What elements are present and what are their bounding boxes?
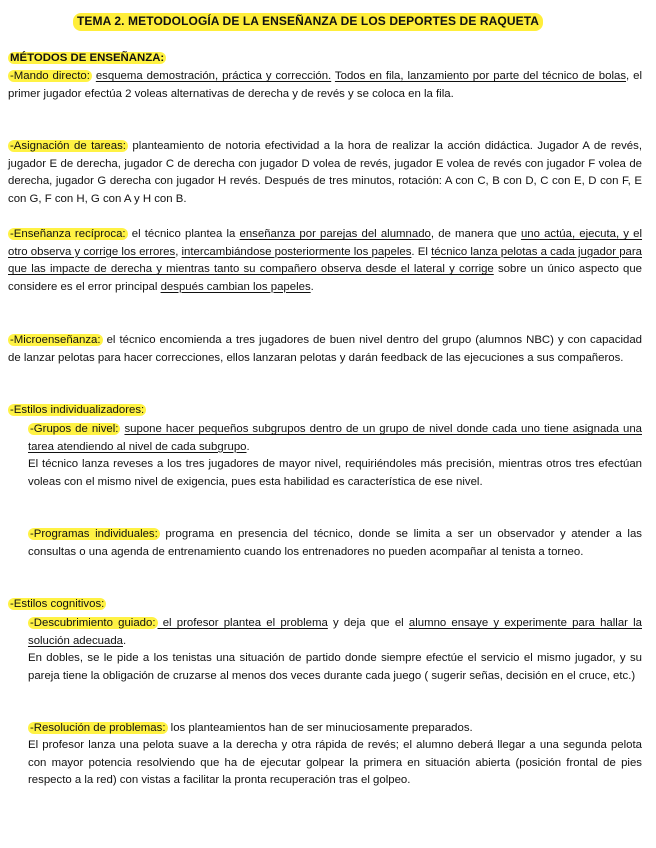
mando-directo-text: , el primer jugador efectúa 2 voleas alternativas de derecha y de revés y se coloca en la fila. [8,70,642,100]
microensenanza-paragraph [8,332,642,367]
resolucion-problemas-paragraph [28,720,642,738]
reciproca-text-4: . El [411,245,432,258]
resolucion-problemas-label: -Resolución de problemas: [30,722,166,734]
cognitivos-heading-text: -Estilos cognitivos: [10,598,105,610]
individualizadores-heading [8,402,642,420]
descubrimiento-guiado-example: En dobles, se le pide a los tenistas una situación de partido donde siempre efectúe el servicio el mismo jugador, y su pareja tiene la obligación de cruzarse al menos dos veces durante cada juego ( sugerir señas, decisión en el cruce, etc.) [28,652,642,682]
reciproca-text-2: , de manera que [430,228,521,240]
metodos-heading-text: MÉTODOS DE ENSEÑANZA: [10,52,165,64]
cognitivos-heading [8,596,642,614]
programas-individuales-paragraph [28,526,642,561]
asignacion-tareas-label: -Asignación de tareas: [10,140,126,152]
reciproca-underlined-4: técnico lanza pelotas a cada jugador para que las impacte de derecha y mientras tanto su compañero observa desde el lateral y corrige [8,245,642,275]
resolucion-problemas-example: El profesor lanza una pelota suave a la derecha y otra rápida de revés; el alumno deberá llegar a una segunda pelota con mayor potencia resolviendo que ha de ejecutar golpear la primera en situación abierta (posición frontal de pies respecto a la red) con vistas a facilitar la pronta recuperación tras el golpeo. [28,739,642,786]
reciproca-underlined-3: intercambiándose posteriormente los papeles [181,245,412,258]
asignacion-tareas-text: planteamiento de notoria efectividad a la hora de realizar la acción didáctica. Jugador A de revés, jugador E de derecha, jugador C de derecha con jugador D volea de revés, jugador E volea de revés con jugador F volea de derecha, jugador G derecha con jugador H revés. Después de tres minutos, rotación: A con C, B con D, C con E, D con F, E con G, F con H, G con A y H con B. [8,140,642,205]
mando-directo-underlined-2: Todos en fila, lanzamiento por parte del técnico de bolas [334,70,627,82]
descubrimiento-period: . [123,634,127,647]
metodos-heading [8,50,642,68]
reciproca-text-6: . [310,280,314,293]
microensenanza-text: el técnico encomienda a tres jugadores de buen nivel dentro del grupo (alumnos NBC) y con capacidad de lanzar pelotas para hacer correcciones, ellos lanzaran pelotas y darán feedback de las ejecuciones a sus compañeros. [8,334,642,364]
reciproca-underlined-5: después cambian los papeles [160,280,311,293]
grupos-nivel-example: El técnico lanza reveses a los tres jugadores de mayor nivel, requiriéndoles más precisión, mientras otros tres efectúan voleas con el mismo nivel de exigencia, pues esta habilidad es característica de ese nivel. [28,458,642,488]
mando-directo-paragraph [8,68,642,103]
mando-directo-underlined-1: esquema demostración, práctica y corrección. [95,70,332,82]
reciproca-underlined-2: uno actúa, ejecuta, y el otro observa y corrige los errores [8,228,643,258]
reciproca-underlined-1: enseñanza por parejas del alumnado [239,228,431,240]
mando-directo-label: -Mando directo: [10,70,90,82]
descubrimiento-underlined-2: alumno ensaye y experimente para hallar la solución adecuada [28,617,642,647]
descubrimiento-guiado-label: -Descubrimiento guiado: [30,617,156,629]
descubrimiento-text-1: y deja que el [327,617,409,629]
reciproca-text-1: el técnico plantea la [127,228,240,240]
programas-individuales-label: -Programas individuales: [30,528,158,540]
descubrimiento-guiado-paragraph [28,615,642,650]
ensenanza-reciproca-label: -Enseñanza recíproca: [10,228,126,240]
grupos-nivel-period: . [246,440,250,453]
descubrimiento-underlined-1: el profesor plantea el problema [157,617,328,629]
reciproca-text-5: sobre un único aspecto que considere es el error principal [8,263,642,293]
reciproca-text-3: , [175,245,182,258]
grupos-nivel-paragraph [28,421,642,456]
individualizadores-heading-text: -Estilos individualizadores: [10,404,145,416]
asignacion-tareas-paragraph [8,138,642,208]
ensenanza-reciproca-paragraph [8,226,642,296]
programas-individuales-text: programa en presencia del técnico, donde se limita a ser un observador y atender a las consultas o una agenda de entrenamiento cuando los entrenadores no pueden acompañar al tenista a torneo. [28,528,642,558]
grupos-nivel-underlined: supone hacer pequeños subgrupos dentro de un grupo de nivel donde cada uno tiene asignada una tarea atendiendo al nivel de cada subgrupo [28,423,642,453]
resolucion-problemas-text: los planteamientos han de ser minuciosamente preparados. [167,722,473,734]
grupos-nivel-label: -Grupos de nivel: [30,423,119,435]
microensenanza-label: -Microenseñanza: [10,334,101,346]
document-title: TEMA 2. METODOLOGÍA DE LA ENSEÑANZA DE LOS DEPORTES DE RAQUETA [73,13,543,31]
